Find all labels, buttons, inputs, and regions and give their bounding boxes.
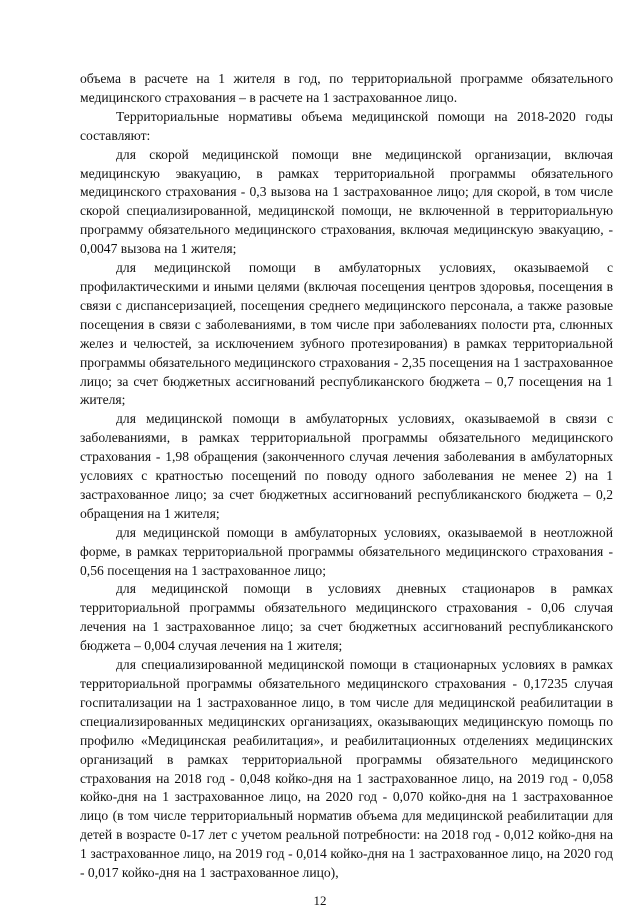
body-text	[80, 70, 613, 883]
paragraph-emergency-care: для скорой медицинской помощи вне медицинской организации, включая медицинскую эвакуацию, в рамках территориальной программы обязательного медицинского страхования - 0,3 вызова на 1 застрахованное лицо; для скорой, в том числе скорой специализированной, медицинской помощи, не включенной в территориальную программу обязательного медицинского страхования, включая медицинскую эвакуацию, - 0,0047 вызова на 1 жителя;	[80, 146, 613, 257]
paragraph-inpatient-specialized: для специализированной медицинской помощи в стационарных условиях в рамках территориальной программы обязательного медицинского страхования - 0,17235 случая госпитализации на 1 застрахованное лицо, в том числе для медицинской реабилитации в специализированных медицинских организациях, оказывающих медицинскую помощь по профилю «Медицинская реабилитация», и реабилитационных отделениях медицинских организаций в рамках территориальной программы обязательного медицинского страхования на 2018 год - 0,048 койко-дня на 1 застрахованное лицо, на 2019 год - 0,058 койко-дня на 1 застрахованное лицо, на 2020 год - 0,070 койко-дня на 1 застрахованное лицо (в том числе территориальный норматив объема для медицинской реабилитации для детей в возрасте 0-17 лет с учетом реальной потребности: на 2018 год - 0,012 койко-дня на 1 застрахованное лицо, на 2019 год - 0,014 койко-дня на 1 застрахованное лицо, на 2020 год - 0,017 койко-дня на 1 застрахованное лицо),	[80, 657, 613, 881]
paragraph-outpatient-disease: для медицинской помощи в амбулаторных условиях, оказываемой в связи с заболеваниями, в рамках территориальной программы обязательного медицинского страхования - 1,98 обращения (законченного случая лечения заболевания в амбулаторных условиях с кратностью посещений по поводу одного заболевания не менее 2) на 1 застрахованное лицо; за счет бюджетных ассигнований республиканского бюджета – 0,2 обращения на 1 жителя;	[80, 411, 613, 521]
paragraph-outpatient-preventive: для медицинской помощи в амбулаторных условиях, оказываемой с профилактическими и иными целями (включая посещения центров здоровья, посещения в связи с диспансеризацией, посещения среднего медицинского персонала, а также разовые посещения в связи с заболеваниями, в том числе при заболеваниях полости рта, слюнных желез и челюстей, за исключением зубного протезирования) в рамках территориальной программы обязательного медицинского страхования - 2,35 посещения на 1 застрахованное лицо; за счет бюджетных ассигнований республиканского бюджета – 0,7 посещения на 1 жителя;	[80, 260, 613, 408]
page-number: 12	[313, 893, 327, 908]
paragraph-norms-intro: Территориальные нормативы объема медицинской помощи на 2018-2020 годы составляют:	[80, 108, 613, 143]
paragraph-outpatient-urgent: для медицинской помощи в амбулаторных условиях, оказываемой в неотложной форме, в рамках территориальной программы обязательного медицинского страхования - 0,56 посещения на 1 застрахованное лицо;	[80, 524, 613, 578]
paragraph-continuation: объема в расчете на 1 жителя в год, по территориальной программе обязательного медицинского страхования – в расчете на 1 застрахованное лицо.	[80, 71, 613, 105]
paragraph-day-hospital: для медицинской помощи в условиях дневных стационаров в рамках территориальной программы обязательного медицинского страхования - 0,06 случая лечения на 1 застрахованное лицо; за счет бюджетных ассигнований республиканского бюджета – 0,004 случая лечения на 1 жителя;	[80, 581, 613, 654]
